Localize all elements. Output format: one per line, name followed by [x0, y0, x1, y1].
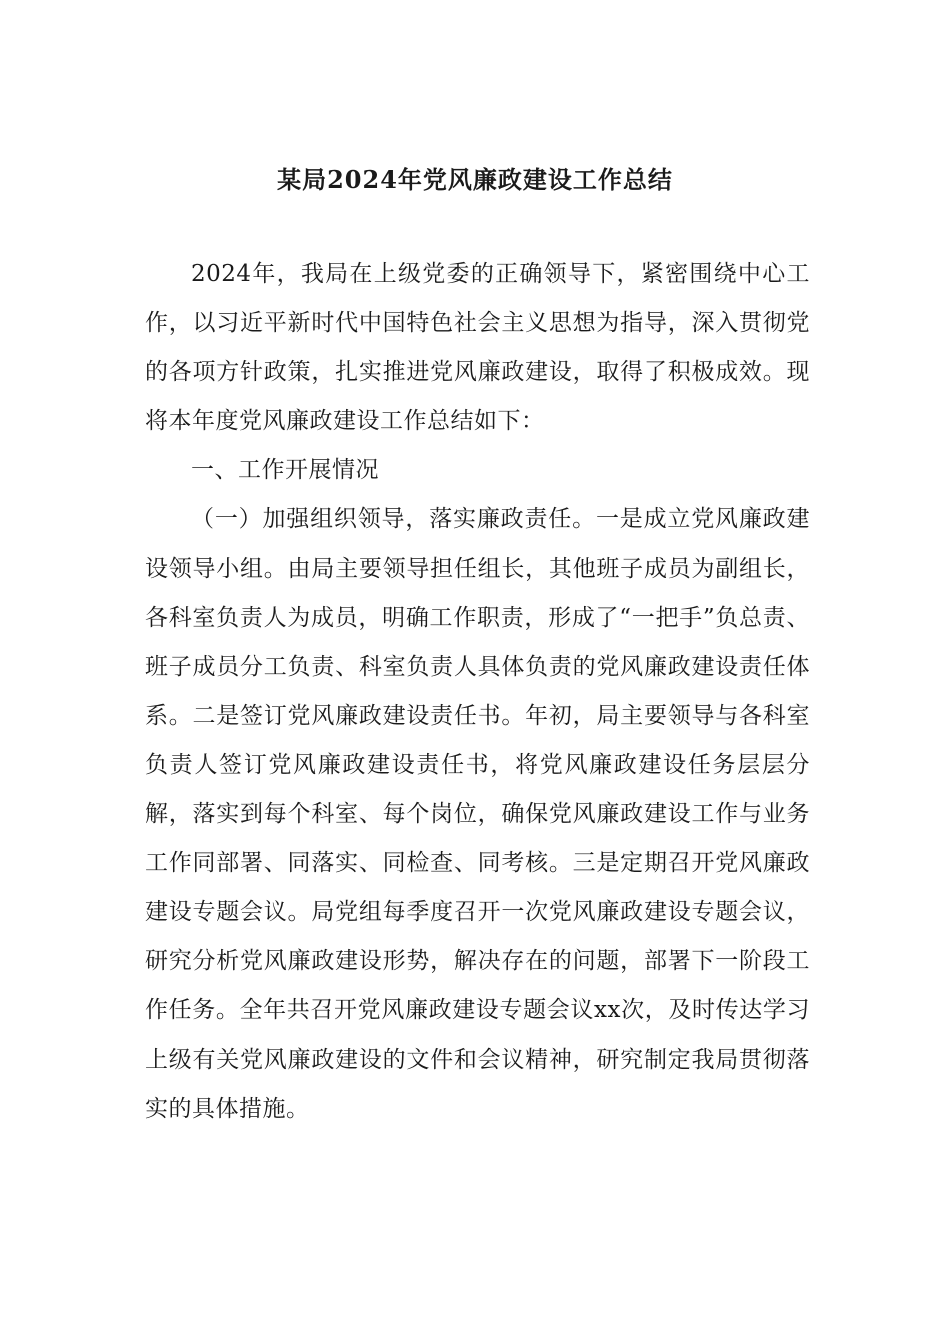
section-heading: 一、工作开展情况 — [191, 457, 379, 484]
document-title: 某局2024年党风廉政建设工作总结 — [277, 165, 673, 194]
body-paragraph: （一）加强组织领导，落实廉政责任。一是成立党风廉政建设领导小组。由局主要领导担任组长，其他班子成员为副组长，各科室负责人为成员，明确工作职责，形成了“一把手”负总责、班子成员分工负责、科室负责人具体负责的党风廉政建设责任体系。二是签订党风廉政建设责任书。年初，局主要领导与各科室负责人签订党风廉政建设责任书，将党风廉政建设任务层层分解，落实到每个科室、每个岗位，确保党风廉政建设工作与业务工作同部署、同落实、同检查、同考核。三是定期召开党风廉政建设专题会议。局党组每季度召开一次党风廉政建设专题会议，研究分析党风廉政建设形势，解决存在的问题，部署下一阶段工作任务。全年共召开党风廉政建设专题会议xx次，及时传达学习上级有关党风廉政建设的文件和会议精神，研究制定我局贯彻落实的具体措施。 — [145, 506, 810, 1122]
intro-paragraph: 2024年，我局在上级党委的正确领导下，紧密围绕中心工作，以习近平新时代中国特色社会主义思想为指导，深入贯彻党的各项方针政策，扎实推进党风廉政建设，取得了积极成效。现将本年度党风廉政建设工作总结如下： — [145, 261, 810, 435]
document-body — [145, 250, 810, 1134]
